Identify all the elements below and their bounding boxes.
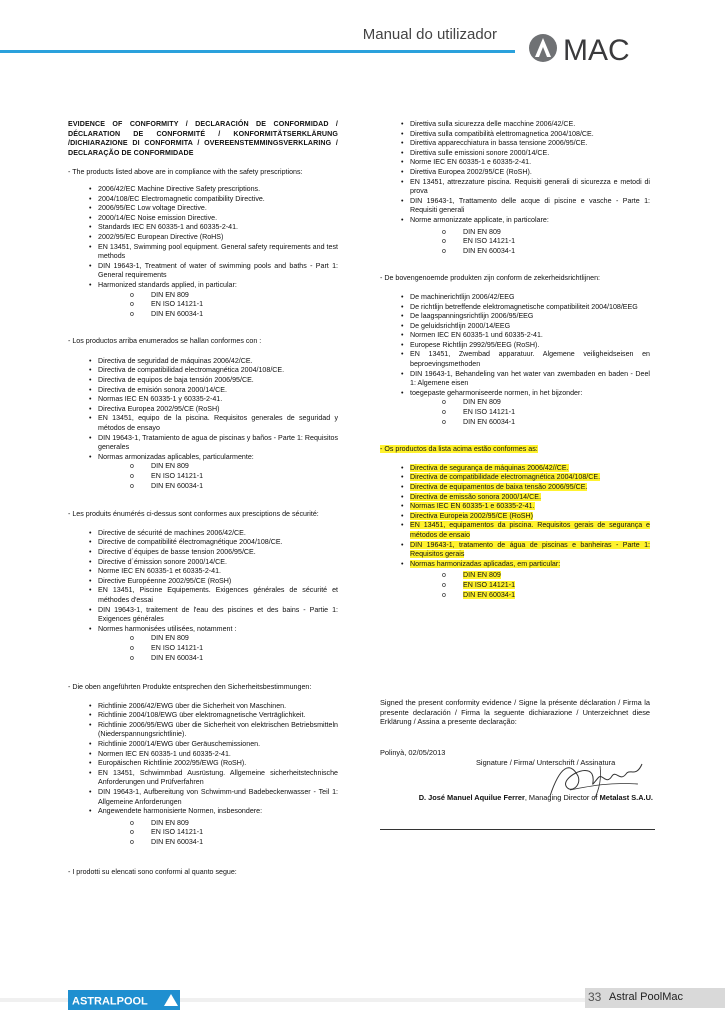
standard-item: o DIN EN 809: [68, 462, 338, 472]
es-intro: - Los productos arriba enumerados se hallan conformes con :: [68, 337, 262, 346]
list-item: [380, 473, 650, 483]
fr-standards: [68, 634, 338, 663]
header-rule: [0, 50, 515, 53]
list-item: • Europese Richtlijn 2992/95/EEG (RoSH).: [380, 341, 650, 351]
standard-item: o DIN EN 60034-1: [68, 310, 338, 320]
standard-item: o DIN EN 60034-1: [68, 482, 338, 492]
de-list: [68, 702, 338, 817]
list-item: • De laagspanningsrichtlijn 2006/95/EEG: [380, 312, 650, 322]
list-item: • Direttiva sulle emissioni sonore 2000/14/CE.: [380, 149, 650, 159]
list-item: • Direttiva apparecchiatura in bassa tensione 2006/95/CE.: [380, 139, 650, 149]
list-item: • Europäischen Richtlinie 2002/95/EWG (RoSH).: [68, 759, 338, 769]
it-standards: [380, 228, 650, 257]
standard-item: o EN ISO 14121-1: [380, 408, 650, 418]
list-item-text: Directiva de segurança de máquinas 2006/42//CE.: [410, 463, 569, 472]
list-item: • Directive Européenne 2002/95/CE (RoSH): [68, 577, 338, 587]
list-item: • EN 13451, Piscine Equipements. Exigences générales de sécurité et méthodes d'essai: [68, 586, 338, 605]
pt-standards: [380, 571, 650, 600]
standard-item-text: DIN EN 809: [463, 571, 501, 580]
mac-logo: [527, 30, 652, 66]
list-item: • Harmonized standards applied, in particular:: [68, 281, 338, 291]
list-item: • 2004/108/EC Electromagnetic compatibility Directive.: [68, 195, 338, 205]
list-item: [380, 464, 650, 474]
list-item: • Richtlinie 2000/14/EWG über Geräuschemissionen.: [68, 740, 338, 750]
list-item: • Directiva de equipos de baja tensión 2006/95/CE.: [68, 376, 338, 386]
standard-item: o DIN EN 809: [68, 634, 338, 644]
list-item: • Directiva de emisión sonora 2000/14/CE.: [68, 386, 338, 396]
list-item: [380, 541, 650, 560]
standard-item: [380, 571, 650, 581]
fr-list: [68, 529, 338, 635]
signature-label: Signature / Firma/ Unterschrift / Assinatura: [476, 758, 616, 767]
de-standards: [68, 819, 338, 848]
standard-item-text: EN ISO 14121-1: [463, 580, 516, 589]
en-list: [68, 185, 338, 291]
list-item: • Norme IEC EN 60335-1 et 60335-2-41.: [68, 567, 338, 577]
list-item: • DIN 19643-1, Behandeling van het water van zwembaden en baden - Deel 1: Algemene eisen: [380, 370, 650, 389]
list-item: • Norme armonizzate applicate, in particolare:: [380, 216, 650, 226]
list-item: • Directiva Europea 2002/95/CE (RoSH): [68, 405, 338, 415]
list-item: [380, 560, 650, 570]
right-column: [380, 120, 650, 600]
standard-item: o DIN EN 60034-1: [68, 838, 338, 848]
standard-item: o EN ISO 14121-1: [68, 828, 338, 838]
de-intro: - Die oben angeführten Produkte entsprechen den Sicherheitsbestimmungen:: [68, 683, 312, 692]
list-item: • Normen IEC EN 60335-1 und 60335-2-41.: [380, 331, 650, 341]
footer-product: Astral PoolMac: [609, 991, 683, 1003]
list-item-text: Directiva Europeia 2002/95/CE (RoSH): [410, 511, 534, 520]
pt-list: [380, 464, 650, 570]
list-item: • toegepaste geharmoniseerde normen, in het bijzonder:: [380, 389, 650, 399]
list-item-text: EN 13451, equipamentos da piscina. Requisitos gerais de segurança e métodos de ensaio: [410, 521, 650, 539]
list-item: • Angewendete harmonisierte Normen, insbesondere:: [68, 807, 338, 817]
list-item-text: Normas IEC EN 60335-1 e 60335-2-41.: [410, 502, 535, 511]
signatory-name: D. José Manuel Aquilue Ferrer: [418, 793, 525, 802]
list-item: • Directive de compatibilité électromagnétique 2004/108/CE.: [68, 538, 338, 548]
list-item: • EN 13451, Zwembad apparatuur. Algemene veiligheidseisen en beproevingsmethoden: [380, 350, 650, 369]
list-item: • EN 13451, Schwimmbad Ausrüstung. Allgemeine sicherheitstechnische Anforderungen und Prüfverfahren: [68, 769, 338, 788]
list-item: • Normes harmonisées utilisées, notamment :: [68, 625, 338, 635]
standard-item: o EN ISO 14121-1: [68, 300, 338, 310]
nl-intro: - De bovengenoemde produkten zijn conform de zekerheidsrichtlijnen:: [380, 274, 601, 283]
list-item: • 2006/95/EC Low voltage Directive.: [68, 204, 338, 214]
list-item: • Richtlinie 2006/95/EWG über die Sicherheit von elektrischen Betriebsmitteln (Niederspannungsrichtlinie).: [68, 721, 338, 740]
standard-item: o EN ISO 14121-1: [380, 237, 650, 247]
signatory-role: , Managing Director of: [524, 793, 600, 802]
nl-standards: [380, 398, 650, 427]
list-item: • Norme IEC EN 60335-1 e 60335-2-41.: [380, 158, 650, 168]
list-item: • Standards IEC EN 60335-1 and 60335-2-41.: [68, 223, 338, 233]
left-column: [68, 120, 338, 877]
list-item: • De richtlijn betreffende elektromagnetische compatibiliteit 2004/108/EEG: [380, 303, 650, 313]
list-item: [380, 502, 650, 512]
list-item: • EN 13451, Swimming pool equipment. General safety requirements and test methods: [68, 243, 338, 262]
standard-item-text: DIN EN 60034-1: [463, 590, 516, 599]
list-item: • Direttiva sulla sicurezza delle macchine 2006/42/CE.: [380, 120, 650, 130]
standard-item: o DIN EN 809: [68, 291, 338, 301]
standard-item: o EN ISO 14121-1: [68, 472, 338, 482]
list-item: • DIN 19643-1, Trattamento delle acque di piscine e vasche - Parte 1: Requisiti generali: [380, 197, 650, 216]
standard-item: [380, 591, 650, 601]
list-item: [380, 521, 650, 540]
it-list: [380, 120, 650, 226]
pt-intro-text: - Os productos da lista acima estão conformes as:: [380, 445, 538, 454]
list-item: • Direttiva Europea 2002/95/CE (RoSH).: [380, 168, 650, 178]
list-item: • EN 13451, equipo de la piscina. Requisitos generales de seguridad y métodos de ensayo: [68, 414, 338, 433]
list-item: • Normen IEC EN 60335-1 und 60335-2-41.: [68, 750, 338, 760]
standard-item: o DIN EN 809: [68, 819, 338, 829]
standard-item: [380, 581, 650, 591]
signature-rule: [380, 829, 655, 830]
list-item: • 2000/14/EC Noise emission Directive.: [68, 214, 338, 224]
astralpool-logo: [68, 990, 180, 1010]
company-name: Metalast S.A.U.: [599, 793, 653, 802]
list-item: • DIN 19643-1, Treatment of water of swimming pools and baths - Part 1: General requirements: [68, 262, 338, 281]
list-item-text: Directiva de compatibilidade electromagnética 2004/108/CE.: [410, 473, 601, 482]
list-item: • Directive de sécurité de machines 2006/42/CE.: [68, 529, 338, 539]
list-item: • EN 13451, attrezzature piscina. Requisiti generali di sicurezza e metodi di prova: [380, 178, 650, 197]
pt-intro: [380, 445, 650, 455]
list-item: [380, 512, 650, 522]
nl-list: [380, 293, 650, 399]
list-item: • Directive d´équipes de basse tension 2006/95/CE.: [68, 548, 338, 558]
standard-item: o DIN EN 60034-1: [68, 654, 338, 664]
list-item: [380, 493, 650, 503]
list-item: • Directiva de seguridad de máquinas 2006/42/CE.: [68, 357, 338, 367]
list-item: • Richtlinie 2004/108/EWG über elektromagnetische Verträglichkeit.: [68, 711, 338, 721]
header-title: Manual do utilizador: [362, 26, 497, 43]
list-item: • De geluidsrichtlijn 2000/14/EEG: [380, 322, 650, 332]
list-item: • Normas armonizadas aplicables, particularmente:: [68, 453, 338, 463]
list-item: • 2002/95/EC European Directive (RoHS): [68, 233, 338, 243]
list-item-text: Normas harmonizadas aplicadas, em particular:: [410, 559, 561, 568]
list-item: • Richtlinie 2006/42/EWG über die Sicherheit von Maschinen.: [68, 702, 338, 712]
list-item: • Directiva de compatibilidad electromagnética 2004/108/CE.: [68, 366, 338, 376]
list-item: • DIN 19643-1, Tratamiento de agua de piscinas y baños - Parte 1: Requisitos generales: [68, 434, 338, 453]
list-item: • Directive d´émission sonore 2000/14/CE.: [68, 558, 338, 568]
list-item: • Normas IEC EN 60335-1 y 60335-2-41.: [68, 395, 338, 405]
es-standards: [68, 462, 338, 491]
en-intro: - The products listed above are in compliance with the safety prescriptions:: [68, 168, 303, 177]
fr-intro: - Les produits énumérés ci-dessus sont conformes aux presciptions de sécurité:: [68, 510, 319, 519]
list-item: • DIN 19643-1, traitement de l'eau des piscines et des bains - Partie 1: Exigences générales: [68, 606, 338, 625]
standard-item: o DIN EN 60034-1: [380, 418, 650, 428]
list-item-text: DIN 19643-1, tratamento de água de piscinas e banheiras - Parte 1: Requisitos gerais: [410, 540, 650, 559]
standard-item: o DIN EN 809: [380, 228, 650, 238]
list-item: • DIN 19643-1, Aufbereitung von Schwimm-und Badebeckenwasser - Teil 1: Allgemeine Anforderungen: [68, 788, 338, 807]
page-number: 33: [588, 990, 602, 1004]
signatory-line: [383, 793, 653, 803]
conformity-heading: EVIDENCE OF CONFORMITY / DECLARACIÓN DE CONFORMIDAD / DÉCLARATION DE CONFORMITÉ / KONFORMITÄTSERKLÄRUNG /DICHIARAZIONE DI CONFORMITA / OVEREENSTEMMINGSVERKLARING / DECLARAÇÃO DE CONFORMIDADE: [68, 120, 338, 157]
footer-brand: ASTRALPOOL: [72, 995, 148, 1008]
list-item: • Direttiva sulla compatibilità elettromagnetica 2004/108/CE.: [380, 130, 650, 140]
standard-item: o DIN EN 809: [380, 398, 650, 408]
list-item: [380, 483, 650, 493]
list-item: • De machinerichtlijn 2006/42/EEG: [380, 293, 650, 303]
list-item-text: Directiva de emissão sonora 2000/14/CE.: [410, 492, 541, 501]
list-item: • 2006/42/EC Machine Directive Safety prescriptions.: [68, 185, 338, 195]
place-date: Polinyà, 02/05/2013: [380, 748, 446, 757]
it-intro: - I prodotti su elencati sono conformi al quanto segue:: [68, 867, 237, 876]
standard-item: o DIN EN 60034-1: [380, 247, 650, 257]
standard-item: o EN ISO 14121-1: [68, 644, 338, 654]
signed-statement: Signed the present conformity evidence / Signe la présente déclaration / Firma la presente declaración / Firma la seguente dichiarazione / Unterzeichnet diese Erklärung / Assina a presente declaração:: [380, 698, 650, 727]
es-list: [68, 357, 338, 463]
logo-text: MAC: [563, 34, 630, 66]
list-item-text: Directiva de equipamentos de baixa tensão 2006/95/CE.: [410, 483, 588, 491]
en-standards: [68, 291, 338, 320]
